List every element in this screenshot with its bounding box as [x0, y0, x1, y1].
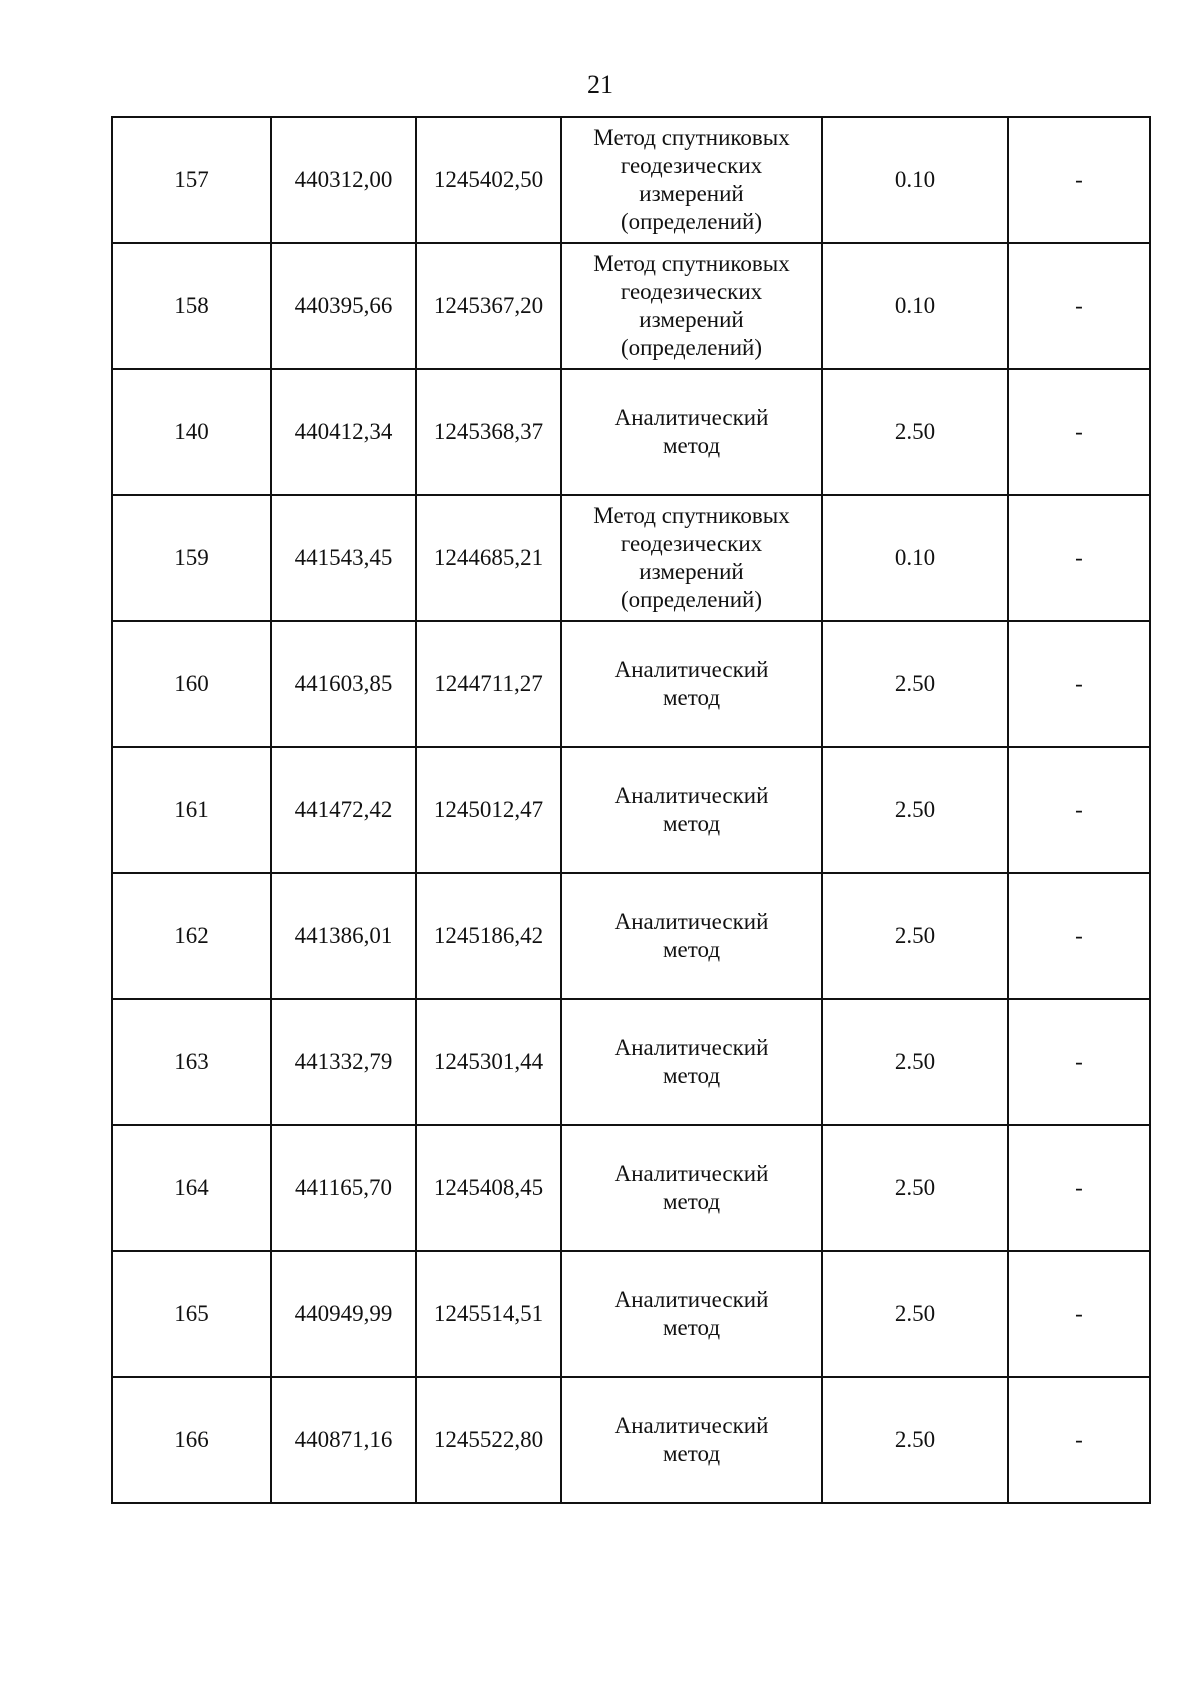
method-line: измерений [639, 559, 744, 584]
accuracy-cell: 0.10 [822, 243, 1008, 369]
table-row [112, 495, 1150, 621]
method-line: метод [662, 433, 721, 458]
method-line: (определений) [620, 209, 763, 234]
method-line: Аналитический [614, 1035, 769, 1060]
point-number-cell: 157 [112, 117, 271, 243]
point-number-cell: 164 [112, 1125, 271, 1251]
accuracy-cell: 0.10 [822, 495, 1008, 621]
method-line: Аналитический [614, 783, 769, 808]
method-line: метод [662, 685, 721, 710]
table-row [112, 1251, 1150, 1377]
method-line: метод [662, 1189, 721, 1214]
method-line: геодезических [620, 531, 763, 556]
y-coordinate-cell: 1245301,44 [416, 999, 561, 1125]
y-coordinate-cell: 1245368,37 [416, 369, 561, 495]
y-coordinate-cell: 1245402,50 [416, 117, 561, 243]
method-cell [561, 1251, 822, 1377]
coordinates-table [111, 116, 1151, 1504]
note-cell: - [1008, 495, 1150, 621]
accuracy-cell: 2.50 [822, 369, 1008, 495]
y-coordinate-cell: 1245522,80 [416, 1377, 561, 1503]
point-number-cell: 140 [112, 369, 271, 495]
x-coordinate-cell: 441543,45 [271, 495, 416, 621]
method-line: (определений) [620, 587, 763, 612]
x-coordinate-cell: 440949,99 [271, 1251, 416, 1377]
y-coordinate-cell: 1245186,42 [416, 873, 561, 999]
method-line: геодезических [620, 279, 763, 304]
note-cell: - [1008, 999, 1150, 1125]
note-cell: - [1008, 873, 1150, 999]
note-cell: - [1008, 1125, 1150, 1251]
accuracy-cell: 2.50 [822, 747, 1008, 873]
method-line: метод [662, 1441, 721, 1466]
method-line: геодезических [620, 153, 763, 178]
page-number: 21 [587, 70, 613, 99]
method-cell [561, 369, 822, 495]
method-line: Аналитический [614, 405, 769, 430]
point-number-cell: 163 [112, 999, 271, 1125]
note-cell: - [1008, 369, 1150, 495]
table-row [112, 747, 1150, 873]
table-row [112, 1125, 1150, 1251]
method-line: измерений [639, 181, 744, 206]
table-row [112, 873, 1150, 999]
accuracy-cell: 2.50 [822, 873, 1008, 999]
method-cell [561, 873, 822, 999]
table-row [112, 621, 1150, 747]
y-coordinate-cell: 1245012,47 [416, 747, 561, 873]
note-cell: - [1008, 117, 1150, 243]
method-cell [561, 621, 822, 747]
table-row [112, 243, 1150, 369]
y-coordinate-cell: 1245514,51 [416, 1251, 561, 1377]
method-cell [561, 1377, 822, 1503]
x-coordinate-cell: 441386,01 [271, 873, 416, 999]
method-line: метод [662, 811, 721, 836]
method-cell [561, 243, 822, 369]
method-line: Метод спутниковых [593, 503, 790, 528]
method-line: Аналитический [614, 1287, 769, 1312]
table-row [112, 369, 1150, 495]
note-cell: - [1008, 1251, 1150, 1377]
point-number-cell: 166 [112, 1377, 271, 1503]
y-coordinate-cell: 1244711,27 [416, 621, 561, 747]
x-coordinate-cell: 441603,85 [271, 621, 416, 747]
method-line: (определений) [620, 335, 763, 360]
method-line: Аналитический [614, 1161, 769, 1186]
method-line: Метод спутниковых [593, 251, 790, 276]
method-cell [561, 747, 822, 873]
point-number-cell: 162 [112, 873, 271, 999]
point-number-cell: 159 [112, 495, 271, 621]
accuracy-cell: 0.10 [822, 117, 1008, 243]
method-cell [561, 117, 822, 243]
method-line: Метод спутниковых [593, 125, 790, 150]
y-coordinate-cell: 1244685,21 [416, 495, 561, 621]
method-cell [561, 999, 822, 1125]
note-cell: - [1008, 621, 1150, 747]
table-row [112, 1377, 1150, 1503]
point-number-cell: 160 [112, 621, 271, 747]
table-body [112, 117, 1150, 1503]
method-line: метод [662, 1063, 721, 1088]
note-cell: - [1008, 747, 1150, 873]
note-cell: - [1008, 243, 1150, 369]
method-line: метод [662, 937, 721, 962]
x-coordinate-cell: 440312,00 [271, 117, 416, 243]
y-coordinate-cell: 1245408,45 [416, 1125, 561, 1251]
method-line: Аналитический [614, 1413, 769, 1438]
accuracy-cell: 2.50 [822, 1125, 1008, 1251]
accuracy-cell: 2.50 [822, 621, 1008, 747]
table-row [112, 999, 1150, 1125]
note-cell: - [1008, 1377, 1150, 1503]
x-coordinate-cell: 440412,34 [271, 369, 416, 495]
x-coordinate-cell: 441165,70 [271, 1125, 416, 1251]
x-coordinate-cell: 441332,79 [271, 999, 416, 1125]
point-number-cell: 165 [112, 1251, 271, 1377]
method-line: измерений [639, 307, 744, 332]
accuracy-cell: 2.50 [822, 1251, 1008, 1377]
x-coordinate-cell: 440871,16 [271, 1377, 416, 1503]
method-cell [561, 495, 822, 621]
y-coordinate-cell: 1245367,20 [416, 243, 561, 369]
method-cell [561, 1125, 822, 1251]
x-coordinate-cell: 441472,42 [271, 747, 416, 873]
accuracy-cell: 2.50 [822, 999, 1008, 1125]
x-coordinate-cell: 440395,66 [271, 243, 416, 369]
accuracy-cell: 2.50 [822, 1377, 1008, 1503]
point-number-cell: 158 [112, 243, 271, 369]
table-row [112, 117, 1150, 243]
method-line: метод [662, 1315, 721, 1340]
method-line: Аналитический [614, 909, 769, 934]
point-number-cell: 161 [112, 747, 271, 873]
method-line: Аналитический [614, 657, 769, 682]
